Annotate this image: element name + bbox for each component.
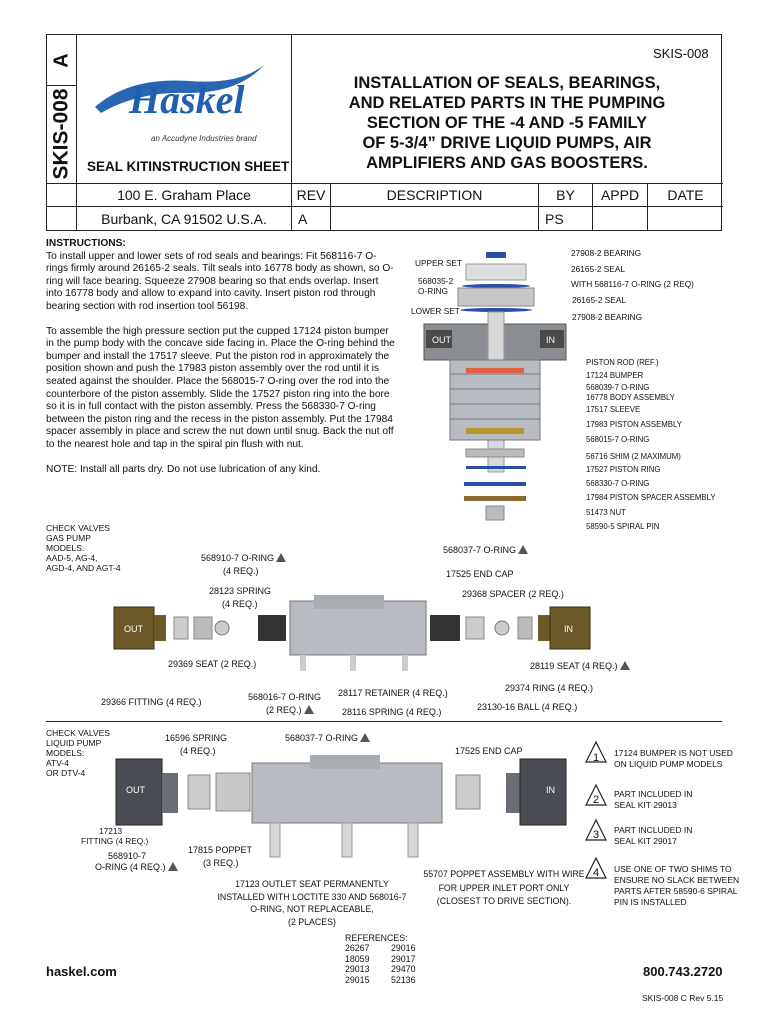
side-rev: A [50,52,73,68]
part-label: 26165-2 SEAL [571,264,625,274]
gas-label: 29369 SEAT (2 REQ.) [168,659,257,669]
part-label: 27908-2 BEARING [571,248,642,258]
liquid-section-heading: CHECK VALVES LIQUID PUMP MODELS: ATV-4 OR DTV-4 [46,728,110,778]
upper-set-label: UPPER SET [415,258,463,268]
pump-out-label: OUT [432,335,451,345]
note-triangle-icon [304,705,314,714]
part-label: 17517 SLEEVE [586,405,641,414]
phone-number: 800.743.2720 [643,964,723,979]
gas-label: 28116 SPRING (4 REQ.) [342,707,442,717]
pump-in-label: IN [546,335,555,345]
rev-header: REV [296,187,326,203]
gas-label: 568037-7 O-RING [443,545,528,556]
description-header: DESCRIPTION [386,187,483,203]
instructions [46,238,396,488]
liquid-label: 17213 [99,826,123,836]
part-label: WITH 568116-7 O-RING (2 REQ) [571,279,694,289]
date-value [648,207,723,230]
gas-label: 29366 FITTING (4 REQ.) [101,697,202,707]
oring-568035-label-a: 568035-2 [418,276,454,286]
gas-label: 23130-16 BALL (4 REQ.) [477,702,578,712]
liquid-label: 16596 SPRING [165,733,228,743]
note-triangle-icon [276,553,286,562]
note-4: USE ONE OF TWO SHIMS TO ENSURE NO SLACK BETWEEN PARTS AFTER 58590-6 SPIRAL PIN IS INSTALLED [614,864,740,907]
address-line2: Burbank, CA 91502 U.S.A. [101,210,267,227]
gas-label: 568910-7 O-RING [201,553,286,564]
gas-label: 17525 END CAP [446,569,514,579]
instructions-note: NOTE: Install all parts dry. Do not use lubrication of any kind. [46,463,321,475]
date-header: DATE [667,187,704,203]
gas-label: 28123 SPRING [209,586,272,596]
address-line1: 100 E. Graham Place [117,187,251,203]
poppet-wire-note: 55707 POPPET ASSEMBLY WITH WIRE FOR UPPER INLET PORT ONLY (CLOSEST TO DRIVE SECTION). [423,869,585,906]
part-label: 27908-2 BEARING [572,312,643,322]
liquid-label: 568910-7 [108,851,147,861]
part-label: PISTON ROD (REF.) [586,358,659,367]
gas-label: (4 REQ.) [223,566,259,576]
page-title: INSTALLATION OF SEALS, BEARINGS, AND RELATED PARTS IN THE PUMPING SECTION OF THE -4 AND -5 FAMILY OF 5-3/4” DRIVE LIQUID PUMPS, AIR AMPLIFIERS AND GAS BOOSTERS. [348,74,666,172]
lower-set-label: LOWER SET [411,306,460,316]
gas-label: 28119 SEAT (4 REQ.) [530,661,630,672]
gas-section-heading: CHECK VALVES GAS PUMP MODELS: AAD-5, AG-4, AGD-4, AND AGT-4 [46,523,121,573]
note-3: PART INCLUDED IN SEAL KIT 29017 [614,825,693,846]
references: REFERENCES: 26267 29016 18059 29017 29013 29470 29015 52136 [345,933,431,985]
part-label: 17527 PISTON RING [586,465,661,474]
gas-label: (2 REQ.) [266,705,314,716]
part-label: 568039-7 O-RING [586,383,650,392]
header-block [46,34,722,231]
by-header: BY [556,187,575,203]
part-label: 17984 PISTON SPACER ASSEMBLY [586,493,716,502]
outlet-seat-note: 17123 OUTLET SEAT PERMANENTLY INSTALLED WITH LOCTITE 330 AND 568016-7 O-RING, NOT REPLACEABLE, (2 PLACES) [217,879,407,927]
website-link[interactable]: haskel.com [46,964,117,979]
instructions-p1: To install upper and lower sets of rod seals and bearings: Fit 568116-7 O-rings firmly around 26165-2 seals. Tilt seals into 16778 body as shown, so O-ring will face bearing. Squeeze 27908 bearing so that ends overlap. Insert into 16778 body and allow to expand into cavity. Insert piston rod through bearing section with rod insertion tool 56198. [46,250,394,312]
liquid-label: (4 REQ.) [180,746,216,756]
part-label: 568330-7 O-RING [586,479,650,488]
section-divider [46,721,722,722]
by-value: PS [545,210,564,227]
liquid-label: FITTING (4 REQ.) [81,836,149,846]
gas-label: (4 REQ.) [222,599,258,609]
part-label: 51473 NUT [586,508,626,517]
part-label: 16778 BODY ASSEMBLY [586,393,675,402]
appd-header: APPD [600,187,640,203]
liquid-out-label: OUT [126,785,145,795]
liquid-label: 17525 END CAP [455,746,523,756]
instructions-heading: INSTRUCTIONS: [46,238,126,249]
liquid-label: 17815 POPPET [188,845,253,855]
gas-label: 568016-7 O-RING [248,692,322,702]
liquid-in-label: IN [546,785,555,795]
appd-value [593,207,647,230]
part-label: 58590-5 SPIRAL PIN [586,522,660,531]
note-triangle-icon [168,862,178,871]
note-triangle-icon [360,733,370,742]
gas-label: 29368 SPACER (2 REQ.) [462,589,564,599]
gas-out-label: OUT [124,624,143,634]
haskel-logo [89,47,279,143]
gas-label: 28117 RETAINER (4 REQ.) [338,688,448,698]
part-label: 17983 PISTON ASSEMBLY [586,420,682,429]
liquid-label: O-RING (4 REQ.) [95,862,178,873]
note-triangle-icon [620,661,630,670]
sheet-name: SEAL KITINSTRUCTION SHEET [87,159,290,174]
side-doc-id: SKIS-008 [50,88,74,180]
svg-text:Haskel: Haskel [129,77,245,122]
rev-value: A [298,210,308,227]
description-value [331,207,538,230]
instructions-p2: To assemble the high pressure section put the cupped 17124 piston bumper in the pump body with the concave side facing in. Place the O-ring behind the bumper and install the 17517 sleeve. Put the piston rod in approximately the position shown and push the 17983 piston assembly over the rod until it is seated against the shoulder. Place the 568015-7 O-ring over the rod into the counterbore of the piston assembly. Slide the 17527 piston ring into the bore so it is in full contact with the piston assembly. Press the 568330-7 O-ring between the piston ring and the recess in the piston assembly. Put the 17984 spacer assembly in place and screw the nut down until snug. Back the nut off to the nearest hole and tap in the spiral pin flush with nut. [46,325,395,450]
doc-revision: SKIS-008 C Rev 5.15 [642,993,724,1003]
part-label: 568015-7 O-RING [586,435,650,444]
note-triangle-icon [518,545,528,554]
part-label: 56716 SHIM (2 MAXIMUM) [586,452,681,461]
gas-in-label: IN [564,624,573,634]
doc-id: SKIS-008 [653,46,709,61]
references-heading: REFERENCES: [345,933,408,943]
oring-568035-label-b: O-RING [418,286,448,296]
liquid-label: 568037-7 O-RING [285,733,370,744]
note-1: 17124 BUMPER IS NOT USED ON LIQUID PUMP MODELS [614,748,733,769]
liquid-check-valve-diagram [110,755,580,865]
part-label: 17124 BUMPER [586,371,644,380]
part-label: 26165-2 SEAL [572,295,626,305]
gas-label: 29374 RING (4 REQ.) [505,683,594,693]
note-2: PART INCLUDED IN SEAL KIT 29013 [614,789,693,810]
liquid-label: (3 REQ.) [203,858,239,868]
brand-tagline: an Accudyne Industries brand [151,134,257,143]
